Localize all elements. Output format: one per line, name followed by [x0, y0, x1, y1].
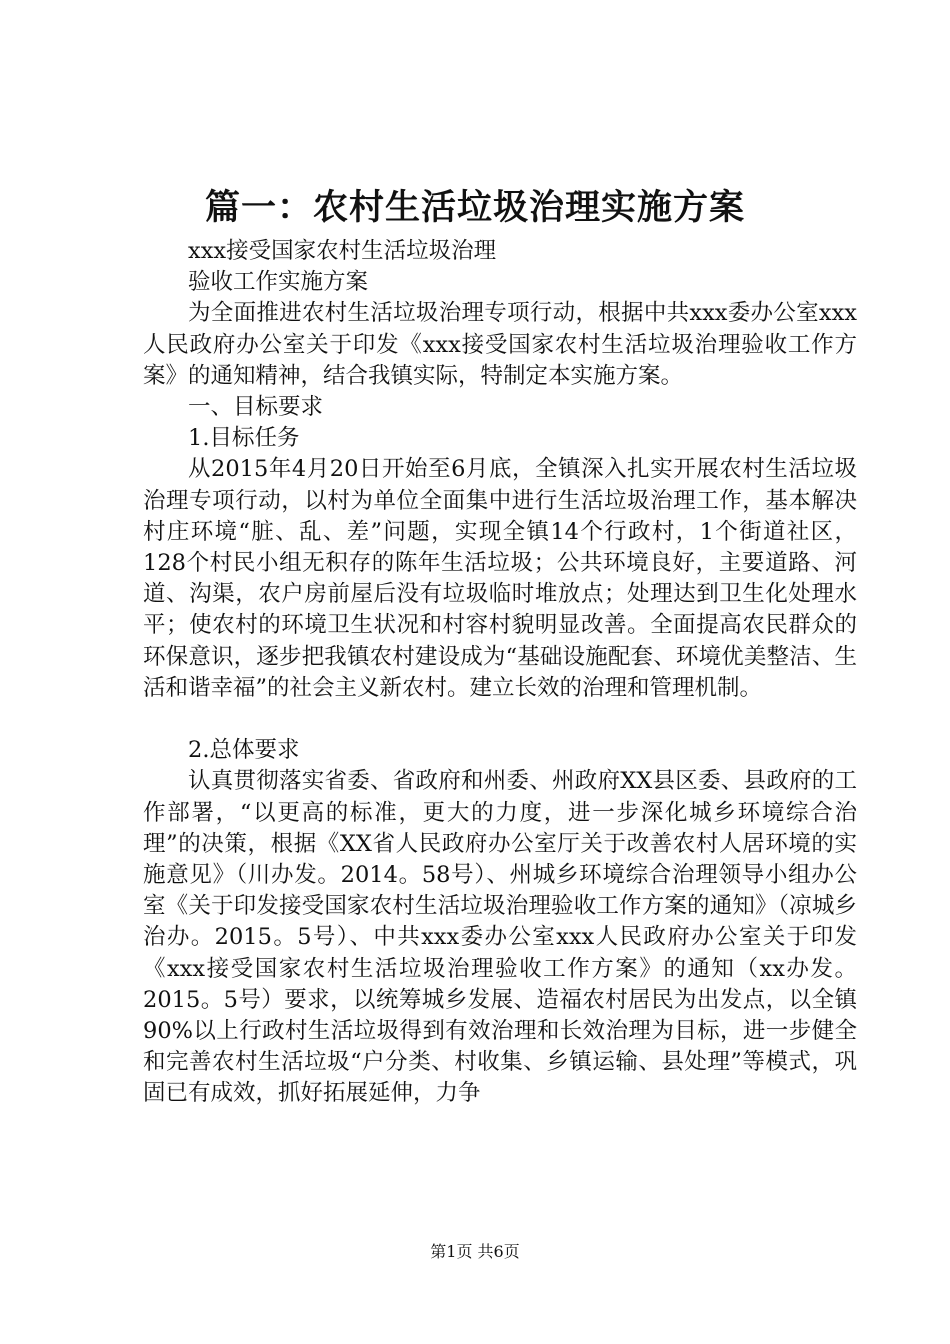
document-title: 篇一：农村生活垃圾治理实施方案 [204, 187, 745, 228]
intro-paragraph: 为全面推进农村生活垃圾治理专项行动，根据中共xxx委办公室xxx人民政府办公室关于印发《xxx接受国家农村生活垃圾治理验收工作方案》的通知精神，结合我镇实际，特制定本实施方案。 [143, 300, 857, 389]
subsection-heading-tasks: 1.目标任务 [188, 425, 300, 452]
subtitle-line-1: xxx接受国家农村生活垃圾治理 [188, 238, 497, 264]
section-heading-goals: 一、目标要求 [188, 394, 324, 421]
paragraph-gap [143, 704, 857, 735]
subtitle-line-2: 验收工作实施方案 [188, 269, 369, 296]
page-number-footer: 第1页 共6页 [430, 1242, 520, 1261]
tasks-paragraph: 从2015年4月20日开始至6月底，全镇深入扎实开展农村生活垃圾治理专项行动，以村为单位全面集中进行生活垃圾治理工作，基本解决村庄环境“脏、乱、差”问题，实现全镇14个行政村，1个街道社区，128个村民小组无积存的陈年生活垃圾；公共环境良好，主要道路、河道、沟渠，农户房前屋后没有垃圾临时堆放点；处理达到卫生化处理水平；使农村的环境卫生状况和村容村貌明显改善。全面提高农民群众的环保意识，逐步把我镇农村建设成为“基础设施配套、环境优美整洁、生活和谐幸福”的社会主义新农村。建立长效的治理和管理机制。 [143, 456, 857, 701]
requirements-paragraph: 认真贯彻落实省委、省政府和州委、州政府XX县区委、县政府的工作部署，“以更高的标准，更大的力度，进一步深化城乡环境综合治理”的决策，根据《XX省人民政府办公室厅关于改善农村人居环境的实施意见》（川办发。2014。58号）、州城乡环境综合治理领导小组办公室《关于印发接受国家农村生活垃圾治理验收工作方案的通知》（凉城乡治办。2015。5号）、中共xxx委办公室xxx人民政府办公室关于印发《xxx接受国家农村生活垃圾治理验收工作方案》的通知（xx办发。2015。5号）要求，以统筹城乡发展、造福农村居民为出发点，以全镇90%以上行政村生活垃圾得到有效治理和长效治理为目标，进一步健全和完善农村生活垃圾“户分类、村收集、乡镇运输、县处理”等模式，巩固已有成效，抓好拓展延伸，力争 [143, 768, 857, 1107]
subsection-heading-requirements: 2.总体要求 [188, 737, 300, 764]
document-body [143, 236, 857, 1110]
